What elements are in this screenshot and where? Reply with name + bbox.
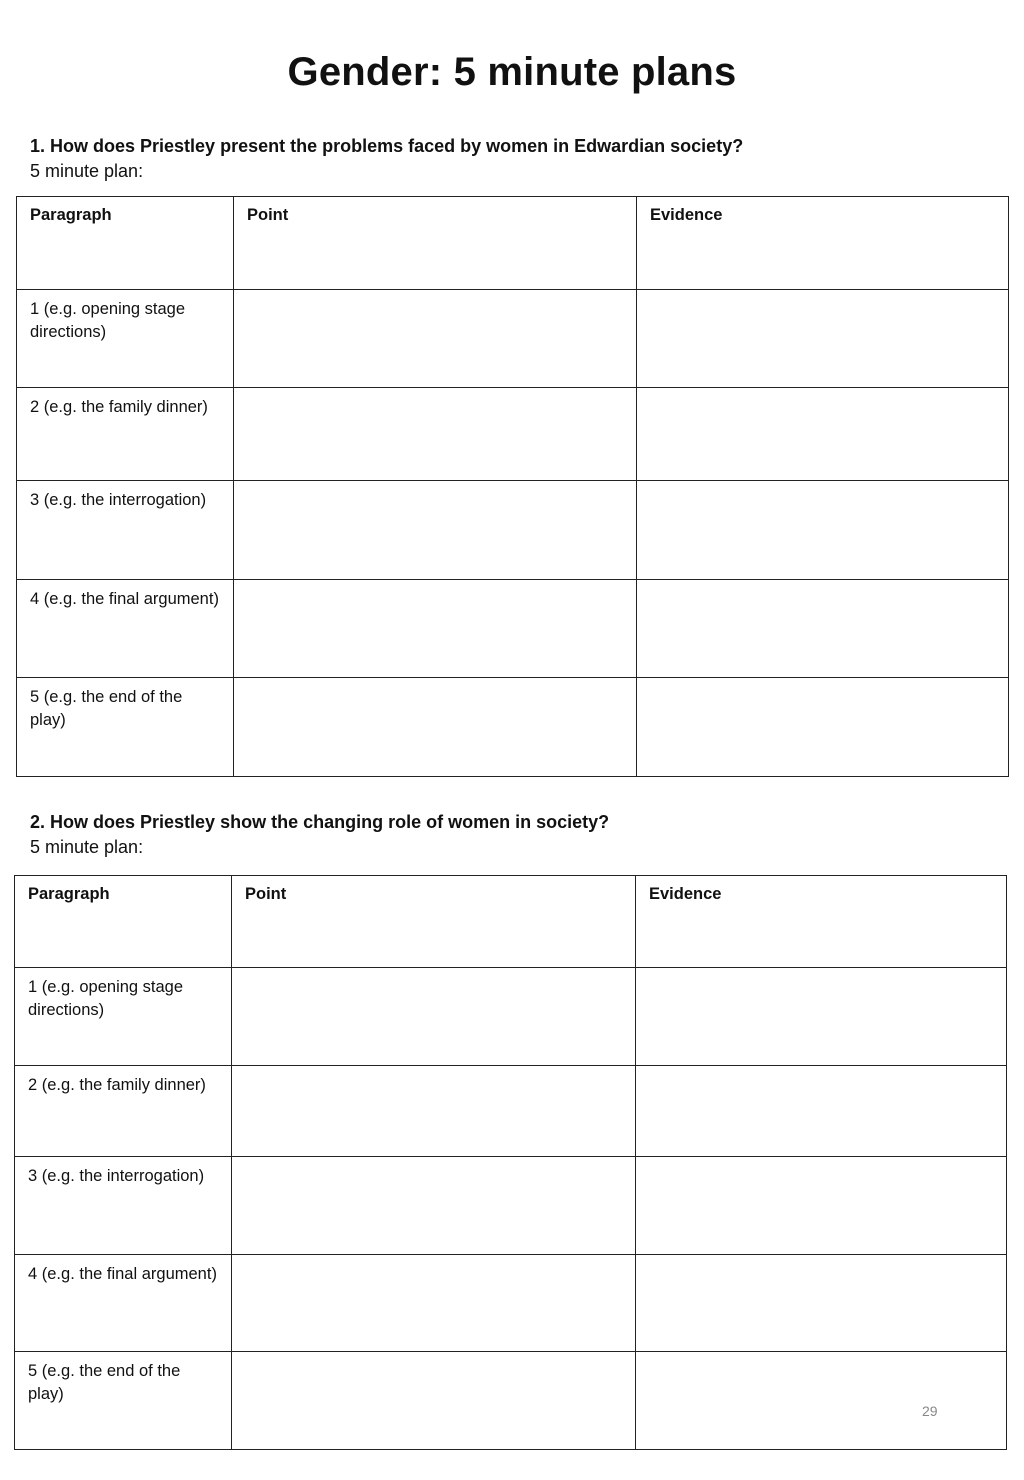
header-evidence: Evidence [637,197,1009,290]
table-row [17,678,1009,777]
page-title: Gender: 5 minute plans [287,50,737,94]
evidence-cell[interactable] [636,1255,1007,1352]
paragraph-cell: 5 (e.g. the end of the play) [17,678,234,777]
evidence-cell[interactable] [637,481,1009,580]
paragraph-cell: 3 (e.g. the interrogation) [17,481,234,580]
table-row [15,1157,1007,1255]
header-point: Point [232,876,636,968]
plan-label-2: 5 minute plan: [30,837,144,857]
table-row [17,580,1009,678]
evidence-cell[interactable] [637,678,1009,777]
header-evidence: Evidence [636,876,1007,968]
evidence-cell[interactable] [637,290,1009,388]
plan-label-1: 5 minute plan: [30,161,144,181]
table-row [15,968,1007,1066]
table-row [17,481,1009,580]
paragraph-cell: 1 (e.g. opening stage directions) [15,968,232,1066]
evidence-cell[interactable] [636,1352,1007,1450]
point-cell[interactable] [234,290,637,388]
header-paragraph: Paragraph [15,876,232,968]
point-cell[interactable] [234,481,637,580]
paragraph-cell: 4 (e.g. the final argument) [17,580,234,678]
plan-table-2 [14,875,1007,1450]
table-row [15,1255,1007,1352]
paragraph-cell: 3 (e.g. the interrogation) [15,1157,232,1255]
paragraph-cell: 2 (e.g. the family dinner) [15,1066,232,1157]
paragraph-cell: 2 (e.g. the family dinner) [17,388,234,481]
point-cell[interactable] [232,1066,636,1157]
header-paragraph: Paragraph [17,197,234,290]
point-cell[interactable] [234,580,637,678]
point-cell[interactable] [232,1255,636,1352]
paragraph-cell: 5 (e.g. the end of the play) [15,1352,232,1450]
table-row [15,1352,1007,1450]
evidence-cell[interactable] [636,1157,1007,1255]
table-header-row [17,197,1009,290]
question-2: 2. How does Priestley show the changing role of women in society? [30,812,610,832]
evidence-cell[interactable] [636,1066,1007,1157]
evidence-cell[interactable] [636,968,1007,1066]
point-cell[interactable] [232,968,636,1066]
evidence-cell[interactable] [637,580,1009,678]
paragraph-cell: 1 (e.g. opening stage directions) [17,290,234,388]
point-cell[interactable] [232,1157,636,1255]
page-number: 29 [922,1403,938,1419]
point-cell[interactable] [232,1352,636,1450]
paragraph-cell: 4 (e.g. the final argument) [15,1255,232,1352]
table-header-row [15,876,1007,968]
table-row [17,388,1009,481]
table-row [17,290,1009,388]
plan-table-1 [16,196,1009,777]
header-point: Point [234,197,637,290]
evidence-cell[interactable] [637,388,1009,481]
point-cell[interactable] [234,678,637,777]
point-cell[interactable] [234,388,637,481]
question-1: 1. How does Priestley present the problems faced by women in Edwardian society? [30,136,744,156]
table-row [15,1066,1007,1157]
